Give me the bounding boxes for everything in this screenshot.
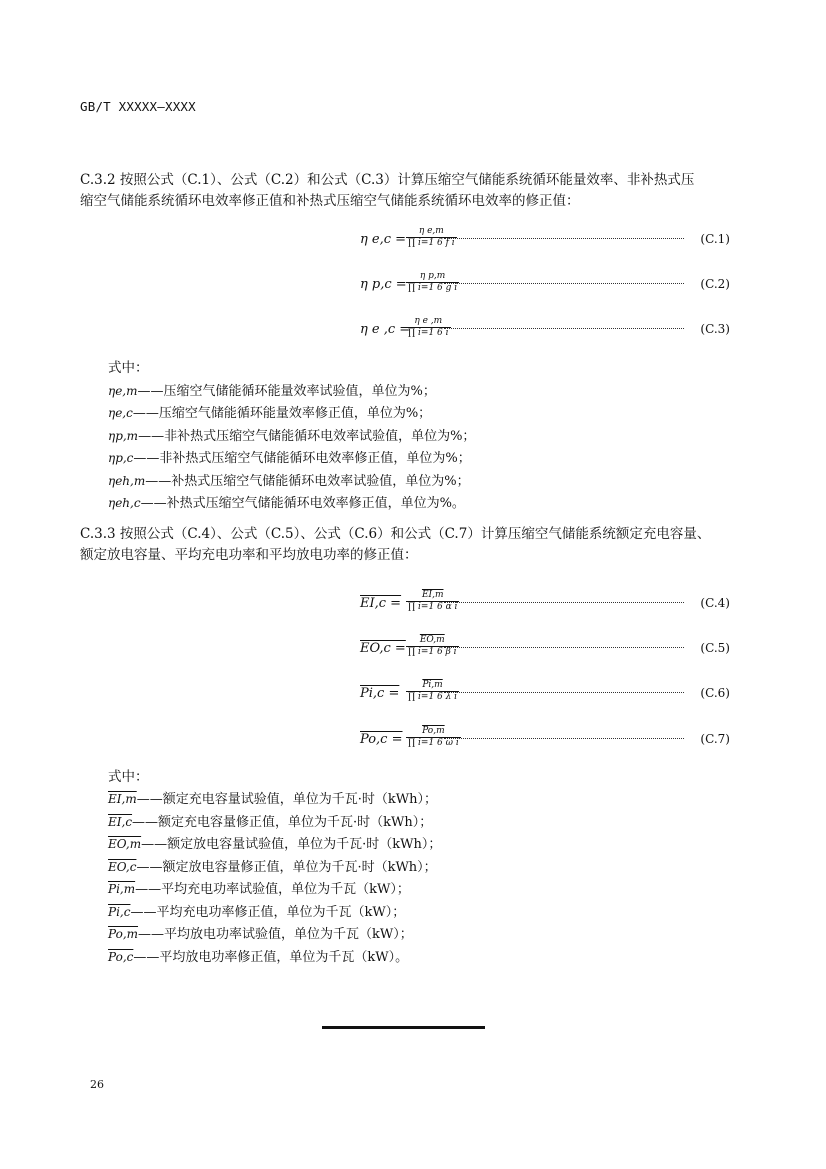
definition-text: ——平均充电功率修正值，单位为千瓦（kW）；	[130, 905, 406, 920]
formula-numerator: EI,m	[406, 590, 459, 602]
end-rule	[322, 1026, 485, 1029]
formula-c7	[360, 726, 730, 760]
where-label: 式中：	[108, 360, 149, 376]
definition-text: ——平均充电功率试验值，单位为千瓦（kW）；	[135, 882, 410, 897]
formula-numerator: EO,m	[406, 635, 459, 647]
definition-row	[108, 878, 410, 897]
definition-symbol: ηeh,m	[108, 474, 146, 488]
definition-symbol: ηp,c	[108, 451, 134, 465]
formula-lhs: η p,c =	[360, 277, 407, 292]
formula-numerator: η e ,m	[406, 316, 451, 328]
definition-row	[108, 946, 408, 965]
definition-row	[108, 901, 405, 920]
definition-text: ——非补热式压缩空气储能循环电效率试验值，单位为%；	[138, 429, 476, 444]
formula-number: (C.5)	[700, 641, 730, 655]
formula-c4	[360, 590, 730, 624]
formula-numerator: η e,m	[406, 226, 457, 238]
formula-c1	[360, 226, 730, 260]
dot-leader	[444, 238, 684, 239]
formula-denominator: ∏ i=1 6 i	[408, 328, 449, 338]
definition-row	[108, 856, 437, 875]
formula-c2	[360, 271, 730, 305]
definition-symbol: Pi,m	[108, 882, 136, 896]
definition-symbol: ηp,m	[108, 429, 139, 443]
formula-denominator: ∏ i=1 6 f i	[408, 238, 455, 248]
formula-denominator: ∏ i=1 6 g i	[408, 283, 458, 293]
definition-symbol: EO,m	[108, 837, 142, 851]
formula-lhs: EO,c =	[360, 641, 406, 656]
definition-text: ——平均放电功率修正值，单位为千瓦（kW）。	[133, 950, 409, 965]
formula-denominator: ∏ i=1 6 ω i	[408, 738, 459, 748]
formula-denominator: ∏ i=1 6 λ i	[408, 692, 458, 702]
definition-text: ——额定充电容量修正值，单位为千瓦·时（kWh）；	[132, 815, 433, 830]
formula-number: (C.1)	[700, 232, 730, 246]
standard-code-header: GB/T XXXXX—XXXX	[80, 99, 196, 114]
formula-number: (C.3)	[700, 322, 730, 336]
definition-row	[108, 402, 431, 421]
dot-leader	[444, 602, 684, 603]
definition-row	[108, 470, 470, 489]
definition-text: ——补热式压缩空气储能循环电效率试验值，单位为%；	[145, 474, 470, 489]
definition-text: ——压缩空气储能循环能量效率试验值，单位为%；	[137, 384, 436, 399]
section-c33-line-1: C.3.3 按照公式（C.4）、公式（C.5）、公式（C.6）和公式（C.7）计算压缩空气储能系统额定充电容量、	[80, 526, 711, 542]
formula-c5	[360, 635, 730, 669]
definition-symbol: ηe,c	[108, 406, 133, 420]
dot-leader	[444, 647, 684, 648]
formula-number: (C.6)	[700, 686, 730, 700]
formula-number: (C.7)	[700, 732, 730, 746]
formula-numerator: Pi,m	[406, 680, 459, 692]
formula-lhs: EI,c =	[360, 596, 402, 611]
definition-symbol: Pi,c	[108, 905, 131, 919]
definition-text: ——额定充电容量试验值，单位为千瓦·时（kWh）；	[136, 792, 437, 807]
definition-row	[108, 425, 475, 444]
definition-symbol: Po,m	[108, 927, 139, 941]
formula-lhs: Po,c =	[360, 732, 403, 747]
section-c33-text	[80, 524, 740, 566]
where-label: 式中：	[108, 769, 149, 785]
formula-numerator: η p,m	[406, 271, 459, 283]
definition-text: ——额定放电容量修正值，单位为千瓦·时（kWh）；	[136, 860, 437, 875]
definition-row	[108, 380, 436, 399]
definition-row	[108, 833, 441, 852]
definition-symbol: EI,m	[108, 792, 137, 806]
formula-denominator: ∏ i=1 6 β i	[408, 647, 457, 657]
formula-lhs: η e,c =	[360, 232, 407, 247]
definition-row	[108, 788, 437, 807]
definition-symbol: ηe,m	[108, 384, 138, 398]
dot-leader	[444, 283, 684, 284]
definition-row	[108, 447, 471, 466]
formula-lhs: Pi,c =	[360, 686, 400, 701]
formula-numerator: Po,m	[406, 726, 461, 738]
formula-c6	[360, 680, 730, 714]
definition-text: ——非补热式压缩空气储能循环电效率修正值，单位为%；	[133, 451, 471, 466]
formula-lhs: η e ,c =	[360, 322, 411, 337]
definition-text: ——平均放电功率试验值，单位为千瓦（kW）；	[138, 927, 413, 942]
definition-symbol: ηeh,c	[108, 496, 141, 510]
dot-leader	[444, 738, 684, 739]
definition-row	[108, 811, 432, 830]
definition-symbol: EI,c	[108, 815, 133, 829]
definition-symbol: EO,c	[108, 860, 137, 874]
definition-symbol: Po,c	[108, 950, 134, 964]
formula-number: (C.4)	[700, 596, 730, 610]
formula-c3	[360, 316, 730, 350]
definition-row	[108, 923, 413, 942]
definition-text: ——额定放电容量试验值，单位为千瓦·时（kWh）；	[141, 837, 442, 852]
section-c32-text	[80, 170, 740, 212]
definition-text: ——压缩空气储能循环能量效率修正值，单位为%；	[132, 406, 432, 421]
dot-leader	[444, 328, 684, 329]
dot-leader	[444, 692, 684, 693]
formula-number: (C.2)	[700, 277, 730, 291]
section-c32-line-2: 缩空气储能系统循环电效率修正值和补热式压缩空气储能系统循环电效率的修正值：	[80, 193, 580, 209]
definition-row	[108, 492, 465, 511]
section-c33-line-2: 额定放电容量、平均充电功率和平均放电功率的修正值：	[80, 547, 418, 563]
page-number: 26	[90, 1078, 104, 1091]
definition-text: ——补热式压缩空气储能循环电效率修正值，单位为%。	[140, 496, 465, 511]
formula-denominator: ∏ i=1 6 α i	[408, 602, 458, 612]
section-c32-line-1: C.3.2 按照公式（C.1）、公式（C.2）和公式（C.3）计算压缩空气储能系统循环能量效率、非补热式压	[80, 172, 695, 188]
